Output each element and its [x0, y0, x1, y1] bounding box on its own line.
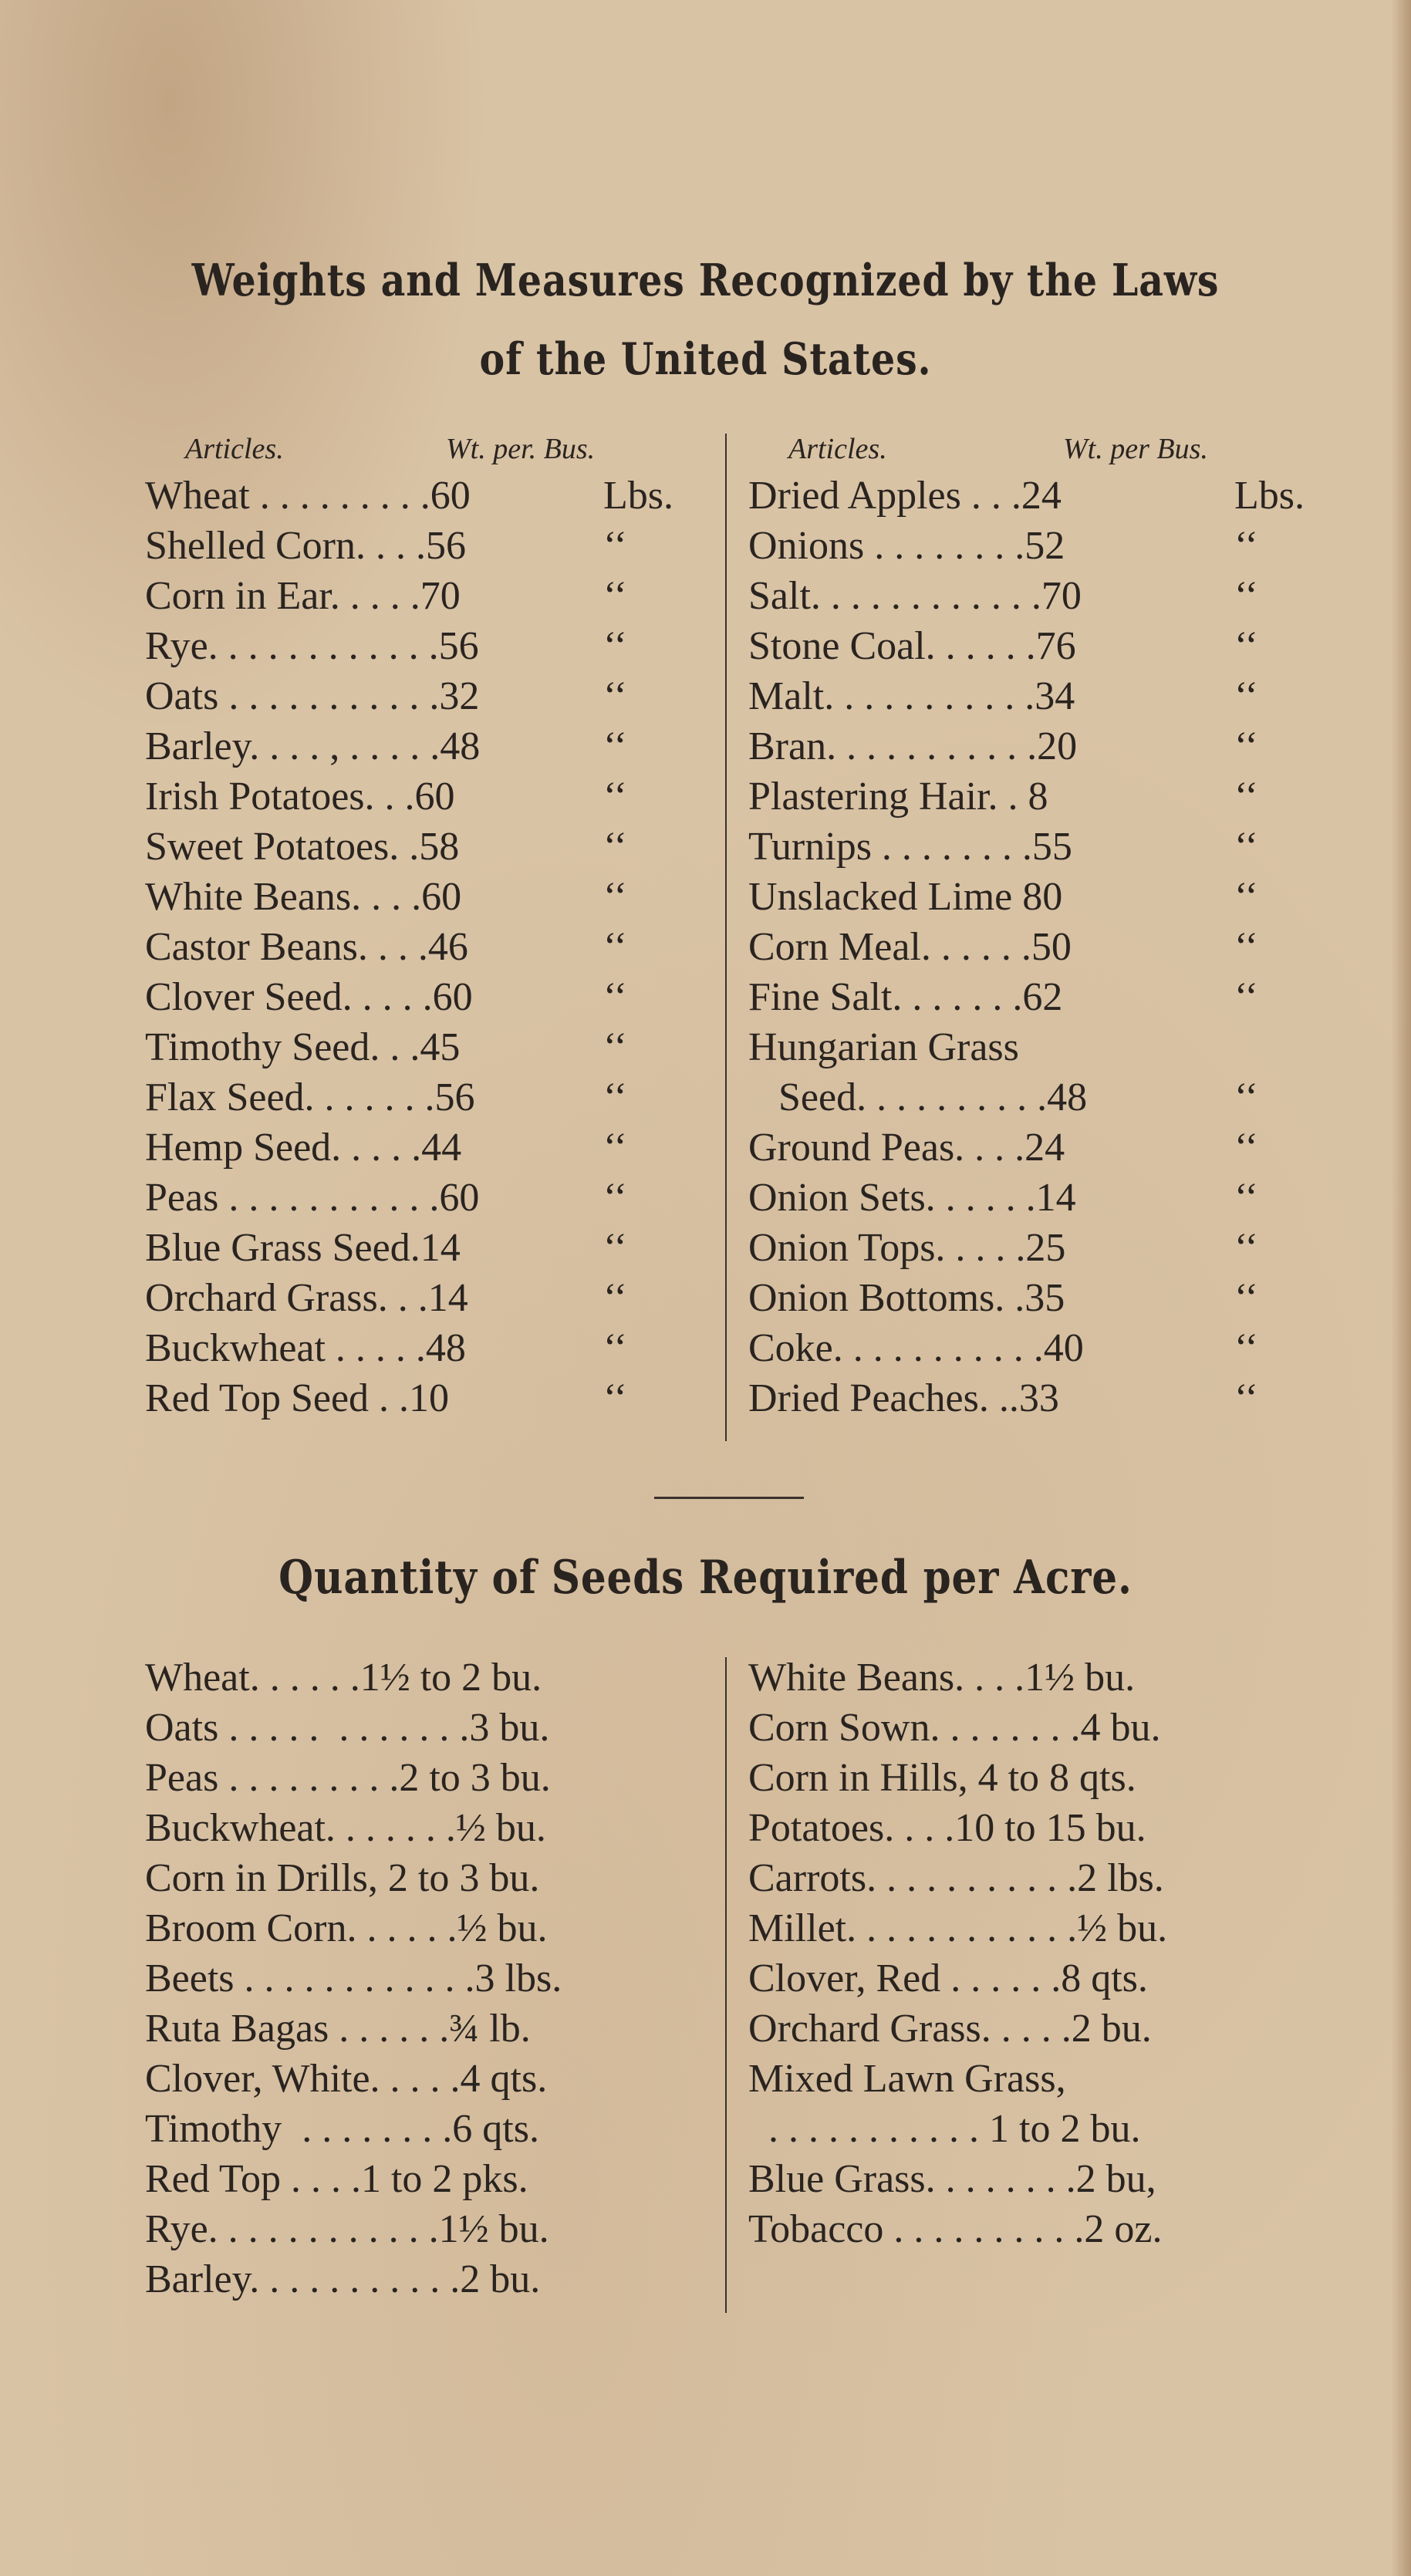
section-separator	[654, 1497, 804, 1499]
seeds-right-row: Clover, Red . . . . . .8 qts.	[748, 1956, 1148, 2000]
weights-left-unit: ‘‘	[603, 1075, 627, 1119]
weights-right-unit: ‘‘	[1234, 1276, 1258, 1320]
weights-right-article: Dried Apples . . .24	[748, 474, 1062, 518]
seeds-right-row: White Beans. . . .1½ bu.	[748, 1656, 1136, 1700]
weights-right-row	[748, 1074, 1350, 1122]
weights-left-row	[145, 1325, 747, 1372]
weights-left-row	[145, 1074, 747, 1122]
weights-right-row	[748, 923, 1350, 971]
weights-left-unit: ‘‘	[603, 574, 627, 618]
seeds-right-row: Millet. . . . . . . . . . . .½ bu.	[748, 1906, 1168, 1950]
weights-left-unit: ‘‘	[603, 524, 627, 568]
weights-left-row	[145, 623, 747, 670]
weights-right-unit: ‘‘	[1234, 1176, 1258, 1220]
weights-right-row	[748, 472, 1350, 520]
weights-right-unit: ‘‘	[1234, 925, 1258, 969]
seeds-right-row: . . . . . . . . . . . 1 to 2 bu.	[748, 2107, 1141, 2151]
weights-left-row	[145, 472, 747, 520]
weights-left-article: Red Top Seed . .10	[145, 1376, 450, 1420]
weights-right-row	[748, 773, 1350, 821]
weights-left-article: Orchard Grass. . .14	[145, 1276, 468, 1320]
weights-right-unit: ‘‘	[1234, 674, 1258, 718]
weights-right-unit: Lbs.	[1234, 474, 1305, 518]
right-articles-header: Articles.	[788, 433, 887, 465]
weights-left-article: Timothy Seed. . .45	[145, 1025, 461, 1069]
seeds-right-row: Blue Grass. . . . . . . .2 bu,	[748, 2157, 1156, 2201]
weights-left-article: Sweet Potatoes. .58	[145, 825, 460, 869]
weights-right-article: Unslacked Lime 80	[748, 875, 1063, 919]
seeds-left-row: Red Top . . . .1 to 2 pks.	[145, 2157, 528, 2201]
weights-right-article: Dried Peaches. ..33	[748, 1376, 1059, 1420]
seeds-left-row: Corn in Drills, 2 to 3 bu.	[145, 1856, 540, 1900]
weights-left-row	[145, 723, 747, 771]
weights-right-unit: ‘‘	[1234, 1075, 1258, 1119]
weights-left-article: Shelled Corn. . . .56	[145, 524, 466, 568]
seeds-right-row: Tobacco . . . . . . . . . .2 oz.	[748, 2207, 1163, 2251]
weights-left-unit: ‘‘	[603, 724, 627, 768]
weights-title-line1: Weights and Measures Recognized by the Laws	[191, 255, 1220, 306]
seeds-left-row: Wheat. . . . . .1½ to 2 bu.	[145, 1656, 542, 1700]
weights-left-article: Corn in Ear. . . . .70	[145, 574, 461, 618]
weights-left-unit: ‘‘	[603, 1176, 627, 1220]
weights-left-article: Buckwheat . . . . .48	[145, 1326, 466, 1370]
weights-right-article: Bran. . . . . . . . . . .20	[748, 724, 1078, 768]
weights-left-unit: ‘‘	[603, 825, 627, 869]
seeds-left-row: Ruta Bagas . . . . . .¾ lb.	[145, 2007, 531, 2051]
weights-left-row	[145, 1375, 747, 1423]
weights-right-row	[748, 623, 1350, 670]
weights-left-article: Blue Grass Seed.14	[145, 1226, 461, 1270]
weights-left-article: Barley. . . . , . . . . .48	[145, 724, 481, 768]
weights-left-row	[145, 823, 747, 871]
seeds-right-row: Potatoes. . . .10 to 15 bu.	[748, 1806, 1146, 1850]
weights-left-article: Castor Beans. . . .46	[145, 925, 468, 969]
weights-right-article: Seed. . . . . . . . . .48	[748, 1075, 1088, 1119]
seeds-right-row: Mixed Lawn Grass,	[748, 2057, 1066, 2101]
weights-right-unit: ‘‘	[1234, 775, 1258, 819]
weights-left-row	[145, 974, 747, 1021]
weights-right-unit: ‘‘	[1234, 724, 1258, 768]
weights-right-row	[748, 723, 1350, 771]
weights-left-article: Hemp Seed. . . . .44	[145, 1126, 462, 1170]
weights-right-article: Malt. . . . . . . . . . .34	[748, 674, 1075, 718]
weights-right-unit: ‘‘	[1234, 574, 1258, 618]
seeds-left-row: Peas . . . . . . . . .2 to 3 bu.	[145, 1756, 551, 1800]
seeds-right-row: Corn in Hills, 4 to 8 qts.	[748, 1756, 1136, 1800]
seeds-left-row: Beets . . . . . . . . . . . .3 lbs.	[145, 1956, 562, 2000]
left-weight-header: Wt. per. Bus.	[446, 433, 596, 465]
weights-left-unit: ‘‘	[603, 674, 627, 718]
weights-left-article: White Beans. . . .60	[145, 875, 462, 919]
weights-right-article: Onion Tops. . . . .25	[748, 1226, 1066, 1270]
weights-right-unit: ‘‘	[1234, 1226, 1258, 1270]
weights-right-article: Fine Salt. . . . . . .62	[748, 975, 1063, 1019]
weights-right-article: Corn Meal. . . . . .50	[748, 925, 1072, 969]
weights-right-unit: ‘‘	[1234, 825, 1258, 869]
weights-right-unit: ‘‘	[1234, 624, 1258, 668]
weights-right-row	[748, 873, 1350, 921]
seeds-title: Quantity of Seeds Required per Acre.	[278, 1551, 1133, 1605]
weights-right-row	[748, 1224, 1350, 1272]
weights-right-article: Salt. . . . . . . . . . . .70	[748, 574, 1082, 618]
weights-left-unit: ‘‘	[603, 1276, 627, 1320]
weights-right-row	[748, 1375, 1350, 1423]
seeds-left-row: Barley. . . . . . . . . . .2 bu.	[145, 2257, 541, 2301]
weights-right-row	[748, 823, 1350, 871]
weights-left-row	[145, 1224, 747, 1272]
weights-right-row	[748, 1174, 1350, 1222]
weights-right-row	[748, 1325, 1350, 1372]
page-edge-shadow	[1391, 0, 1411, 2576]
seeds-right-row: Carrots. . . . . . . . . . .2 lbs.	[748, 1856, 1164, 1900]
weights-right-row	[748, 522, 1350, 570]
weights-left-row	[145, 673, 747, 721]
weights-left-article: Flax Seed. . . . . . .56	[145, 1075, 475, 1119]
weights-left-row	[145, 1124, 747, 1172]
seeds-left-row: Broom Corn. . . . . .½ bu.	[145, 1906, 548, 1950]
seeds-left-row: Clover, White. . . . .4 qts.	[145, 2057, 548, 2101]
weights-left-unit: ‘‘	[603, 1126, 627, 1170]
weights-right-row	[748, 673, 1350, 721]
seeds-left-row: Rye. . . . . . . . . . . .1½ bu.	[145, 2207, 549, 2251]
seeds-right-row: Corn Sown. . . . . . . .4 bu.	[748, 1706, 1161, 1750]
weights-right-article: Plastering Hair. . 8	[748, 775, 1048, 819]
weights-left-unit: ‘‘	[603, 775, 627, 819]
weights-left-row	[145, 522, 747, 570]
weights-right-unit: ‘‘	[1234, 1126, 1258, 1170]
left-articles-header: Articles.	[185, 433, 284, 465]
weights-right-article: Onions . . . . . . . .52	[748, 524, 1065, 568]
weights-right-article: Stone Coal. . . . . .76	[748, 624, 1076, 668]
weights-right-unit: ‘‘	[1234, 1376, 1258, 1420]
weights-right-article: Ground Peas. . . .24	[748, 1126, 1065, 1170]
weights-left-row	[145, 773, 747, 821]
right-weight-header: Wt. per Bus.	[1063, 433, 1208, 465]
weights-left-unit: Lbs.	[603, 474, 673, 518]
weights-left-article: Irish Potatoes. . .60	[145, 775, 455, 819]
weights-right-article: Hungarian Grass	[748, 1025, 1019, 1069]
weights-right-unit: ‘‘	[1234, 875, 1258, 919]
weights-left-row	[145, 572, 747, 620]
weights-right-article: Turnips . . . . . . . .55	[748, 825, 1072, 869]
weights-left-unit: ‘‘	[603, 1025, 627, 1069]
weights-left-row	[145, 873, 747, 921]
weights-left-unit: ‘‘	[603, 1326, 627, 1370]
weights-right-row	[748, 1274, 1350, 1322]
weights-left-row	[145, 1024, 747, 1072]
weights-right-row	[748, 974, 1350, 1021]
weights-left-article: Peas . . . . . . . . . . .60	[145, 1176, 480, 1220]
weights-left-unit: ‘‘	[603, 875, 627, 919]
weights-left-article: Oats . . . . . . . . . . .32	[145, 674, 480, 718]
weights-right-unit: ‘‘	[1234, 1326, 1258, 1370]
seeds-right-row: Orchard Grass. . . . .2 bu.	[748, 2007, 1152, 2051]
seeds-left-row: Buckwheat. . . . . . .½ bu.	[145, 1806, 546, 1850]
weights-left-unit: ‘‘	[603, 1376, 627, 1420]
weights-left-article: Rye. . . . . . . . . . . .56	[145, 624, 479, 668]
weights-right-article: Coke. . . . . . . . . . .40	[748, 1326, 1084, 1370]
weights-left-unit: ‘‘	[603, 624, 627, 668]
weights-right-row	[748, 1024, 1350, 1072]
weights-right-article: Onion Sets. . . . . .14	[748, 1176, 1076, 1220]
weights-left-row	[145, 1274, 747, 1322]
weights-left-article: Clover Seed. . . . .60	[145, 975, 473, 1019]
weights-left-article: Wheat . . . . . . . . .60	[145, 474, 471, 518]
weights-right-article: Onion Bottoms. .35	[748, 1276, 1065, 1320]
weights-title-line2: of the United States.	[479, 333, 932, 385]
weights-left-row	[145, 1174, 747, 1222]
seeds-column-divider	[725, 1657, 727, 2313]
weights-right-row	[748, 1124, 1350, 1172]
weights-left-unit: ‘‘	[603, 1226, 627, 1270]
weights-left-unit: ‘‘	[603, 925, 627, 969]
weights-right-unit: ‘‘	[1234, 524, 1258, 568]
seeds-left-row: Timothy . . . . . . . .6 qts.	[145, 2107, 539, 2151]
weights-right-unit: ‘‘	[1234, 975, 1258, 1019]
weights-right-row	[748, 572, 1350, 620]
seeds-left-row: Oats . . . . . . . . . . . .3 bu.	[145, 1706, 550, 1750]
weights-left-row	[145, 923, 747, 971]
weights-left-unit: ‘‘	[603, 975, 627, 1019]
